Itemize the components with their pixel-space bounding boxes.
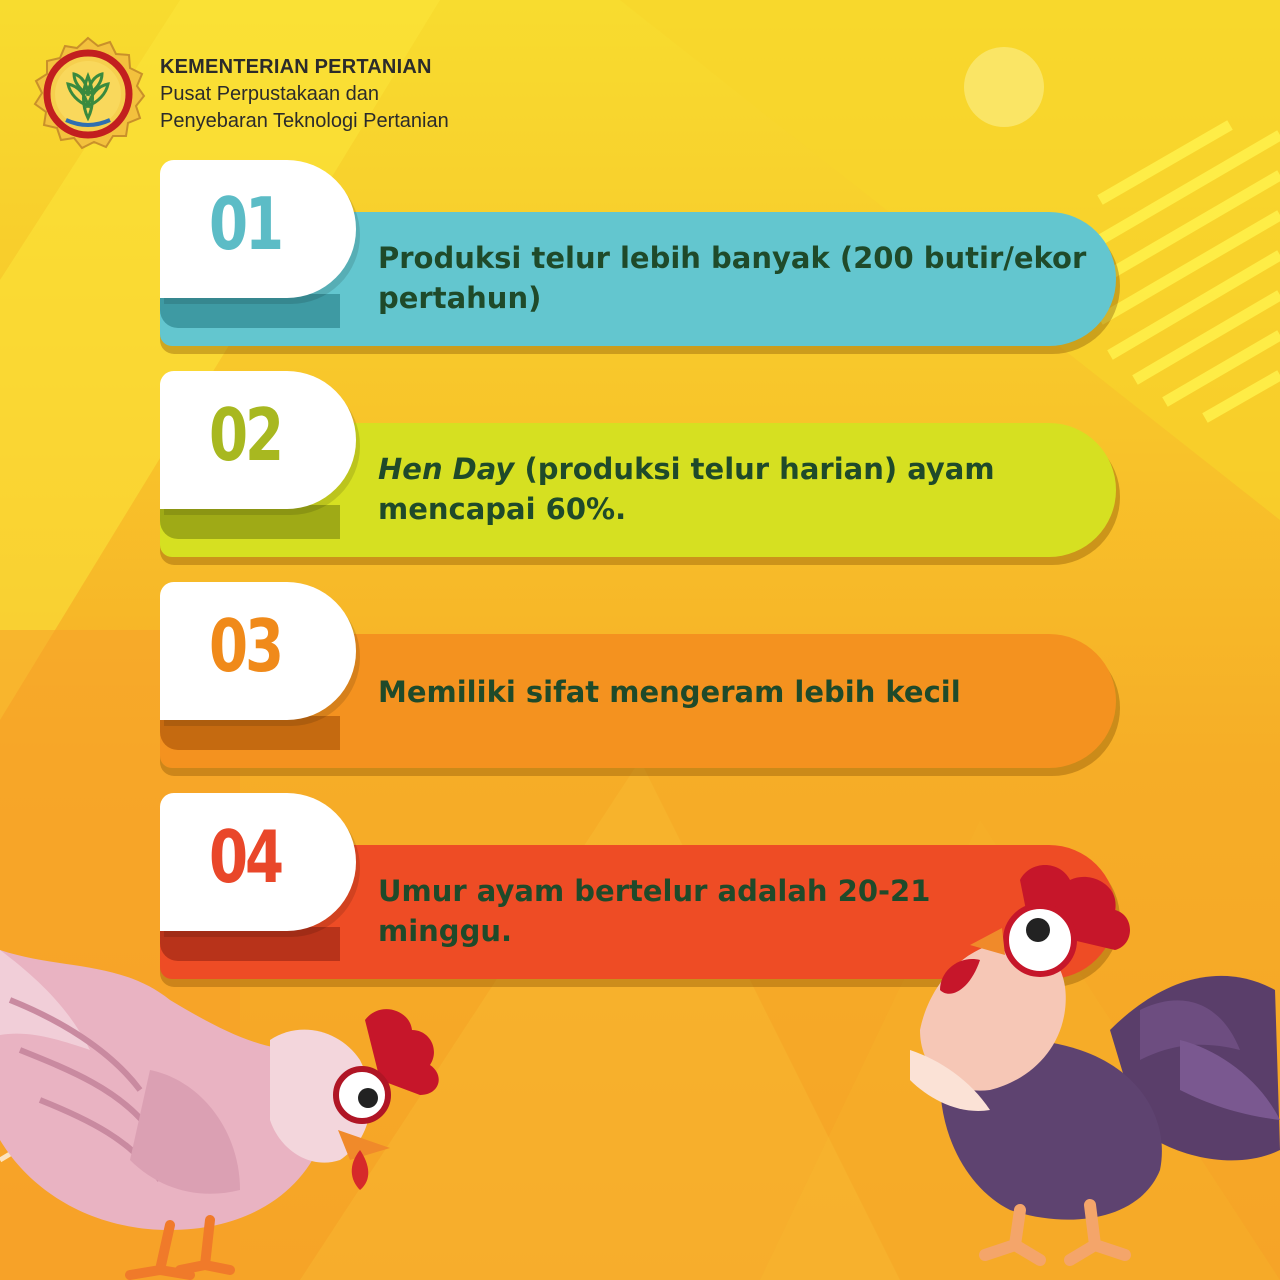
org-name: KEMENTERIAN PERTANIAN [160, 55, 432, 78]
rooster-illustration [880, 850, 1280, 1280]
point-text-3: Memiliki sifat mengeram lebih kecil [378, 675, 961, 709]
point-number-4: 04 [209, 815, 281, 899]
point-number-2: 02 [209, 393, 281, 477]
point-text-1: Produksi telur lebih banyak (200 butir/ekor pertahun) [378, 241, 1087, 315]
point-number-3: 03 [209, 604, 281, 688]
point-text-2-rest: (produksi telur harian) ayam mencapai 60%. [378, 452, 995, 526]
header-text [160, 54, 449, 135]
header [30, 36, 449, 152]
point-text-2 [378, 449, 1098, 529]
ministry-logo-icon [30, 36, 146, 152]
hen-day-term: Hen Day [378, 452, 515, 486]
hen-illustration [0, 940, 470, 1280]
point-card-1 [160, 160, 1120, 348]
point-card-3 [160, 582, 1120, 770]
org-subtitle-line-2: Penyebaran Teknologi Pertanian [160, 109, 449, 132]
point-number-1: 01 [209, 182, 281, 266]
org-subtitle-line-1: Pusat Perpustakaan dan [160, 82, 380, 105]
point-text-4: Umur ayam bertelur adalah 20-21 minggu. [378, 874, 931, 948]
point-card-2 [160, 371, 1120, 559]
